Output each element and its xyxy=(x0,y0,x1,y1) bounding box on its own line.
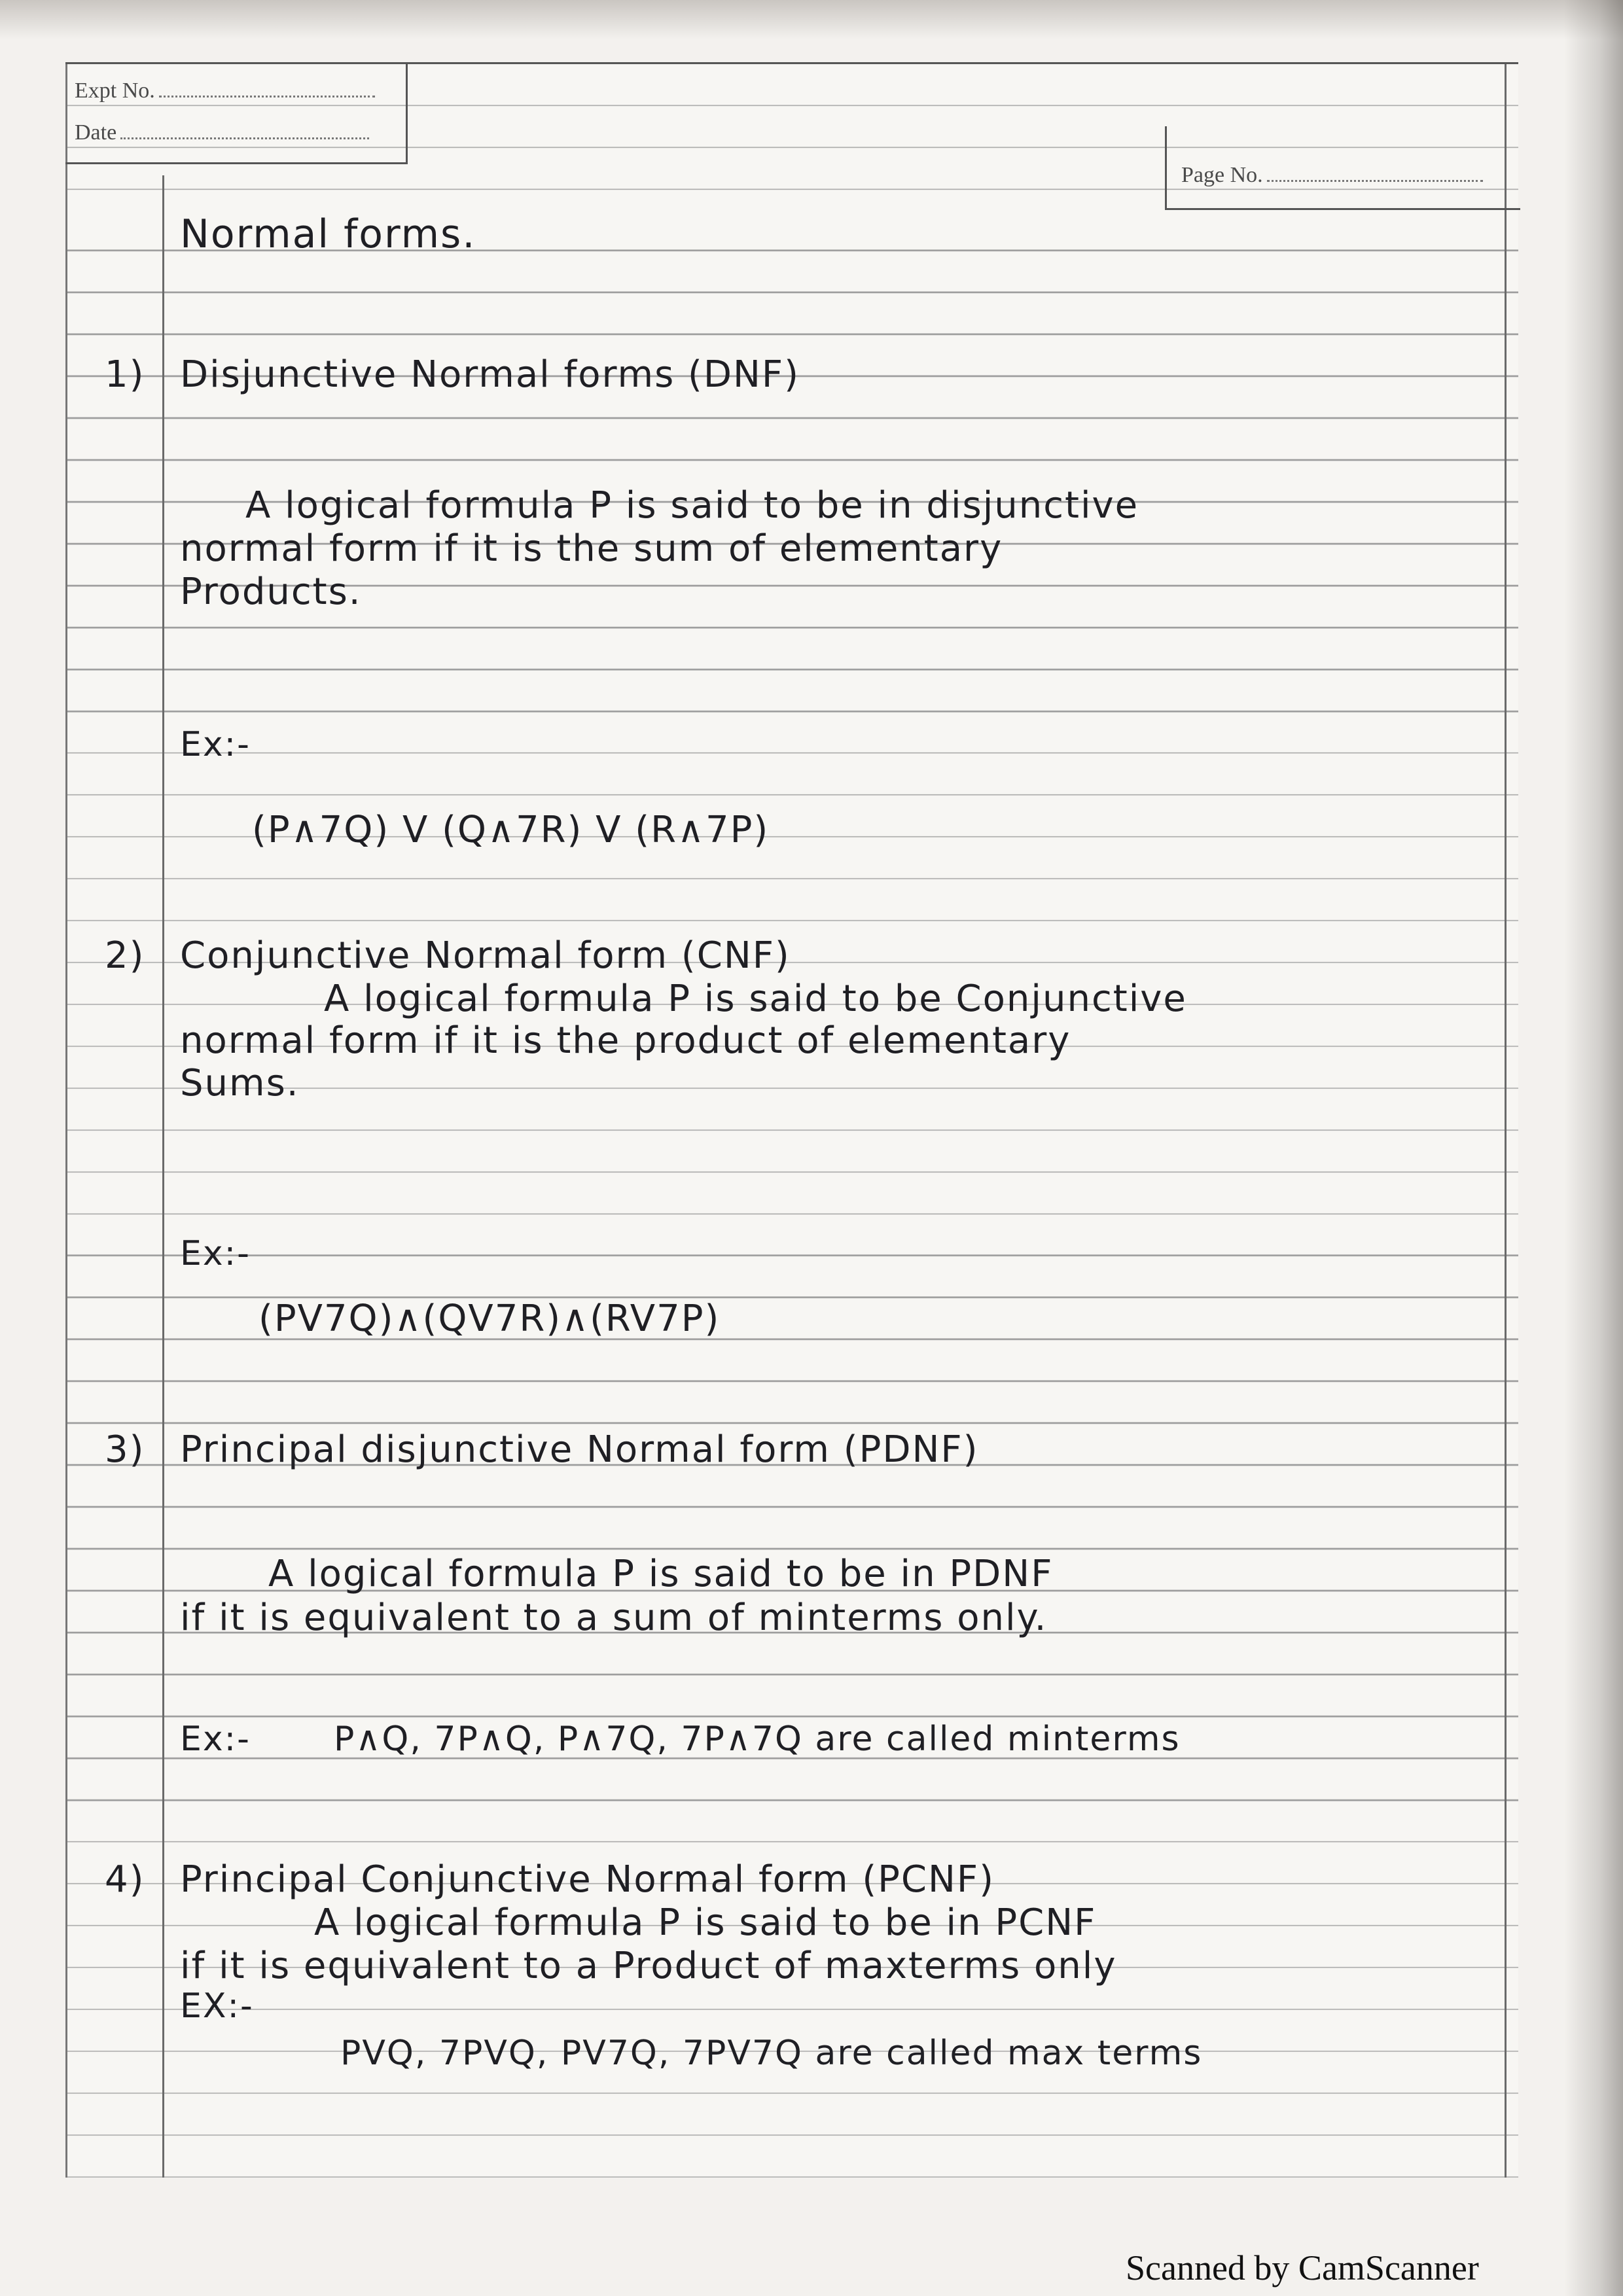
section-4-heading: Principal Conjunctive Normal form (PCNF) xyxy=(180,1858,995,1901)
section-2-number: 2) xyxy=(105,934,145,977)
section-2-example-label: Ex:- xyxy=(180,1234,251,1273)
page-no-label: Page No. xyxy=(1181,163,1263,187)
expt-no-field xyxy=(75,79,375,103)
section-1-line-3: Products. xyxy=(180,571,362,613)
expt-date-box xyxy=(65,64,408,164)
section-1-example-label: Ex:- xyxy=(180,725,251,764)
section-3-number: 3) xyxy=(105,1428,145,1471)
scan-edge-shadow xyxy=(1564,0,1623,2296)
section-1-heading: Disjunctive Normal forms (DNF) xyxy=(180,353,800,396)
section-4-number: 4) xyxy=(105,1858,145,1901)
section-3-example-label: Ex:- xyxy=(180,1720,251,1759)
section-2-heading: Conjunctive Normal form (CNF) xyxy=(180,934,791,977)
page-left-border xyxy=(65,64,67,2178)
section-2-line-1: A logical formula P is said to be Conjunctive xyxy=(324,978,1187,1020)
section-2-line-2: normal form if it is the product of elementary xyxy=(180,1019,1071,1062)
date-field xyxy=(75,120,369,145)
section-1-example: (P∧7Q) V (Q∧7R) V (R∧7P) xyxy=(252,809,770,851)
scanner-watermark: Scanned by CamScanner xyxy=(1126,2248,1479,2287)
notebook-page xyxy=(65,62,1518,2178)
section-4-line-2: if it is equivalent to a Product of maxterms only xyxy=(180,1945,1117,1987)
section-3-line-1: A logical formula P is said to be in PDNF xyxy=(268,1553,1054,1595)
section-3-line-2: if it is equivalent to a sum of minterms only. xyxy=(180,1597,1048,1639)
section-4-example: PVQ, 7PVQ, PV7Q, 7PV7Q are called max terms xyxy=(340,2034,1203,2073)
page-no-box xyxy=(1165,126,1520,210)
page-title: Normal forms. xyxy=(180,211,476,257)
section-3-example: P∧Q, 7P∧Q, P∧7Q, 7P∧7Q are called minterms xyxy=(334,1720,1181,1759)
section-4-line-1: A logical formula P is said to be in PCNF xyxy=(314,1901,1097,1944)
section-1-line-1: A logical formula P is said to be in disjunctive xyxy=(245,484,1139,527)
page-right-border xyxy=(1505,64,1507,2178)
section-2-line-3: Sums. xyxy=(180,1062,300,1104)
date-label: Date xyxy=(75,120,117,145)
section-3-heading: Principal disjunctive Normal form (PDNF) xyxy=(180,1428,979,1471)
expt-no-label: Expt No. xyxy=(75,79,155,103)
page-no-field xyxy=(1181,163,1483,188)
section-1-number: 1) xyxy=(105,353,145,396)
section-1-line-2: normal form if it is the sum of elementary xyxy=(180,527,1003,570)
scan-top-shadow xyxy=(0,0,1623,39)
margin-line xyxy=(162,175,164,2178)
section-2-example: (PV7Q)∧(QV7R)∧(RV7P) xyxy=(259,1298,721,1340)
section-4-example-label: EX:- xyxy=(180,1987,254,2026)
